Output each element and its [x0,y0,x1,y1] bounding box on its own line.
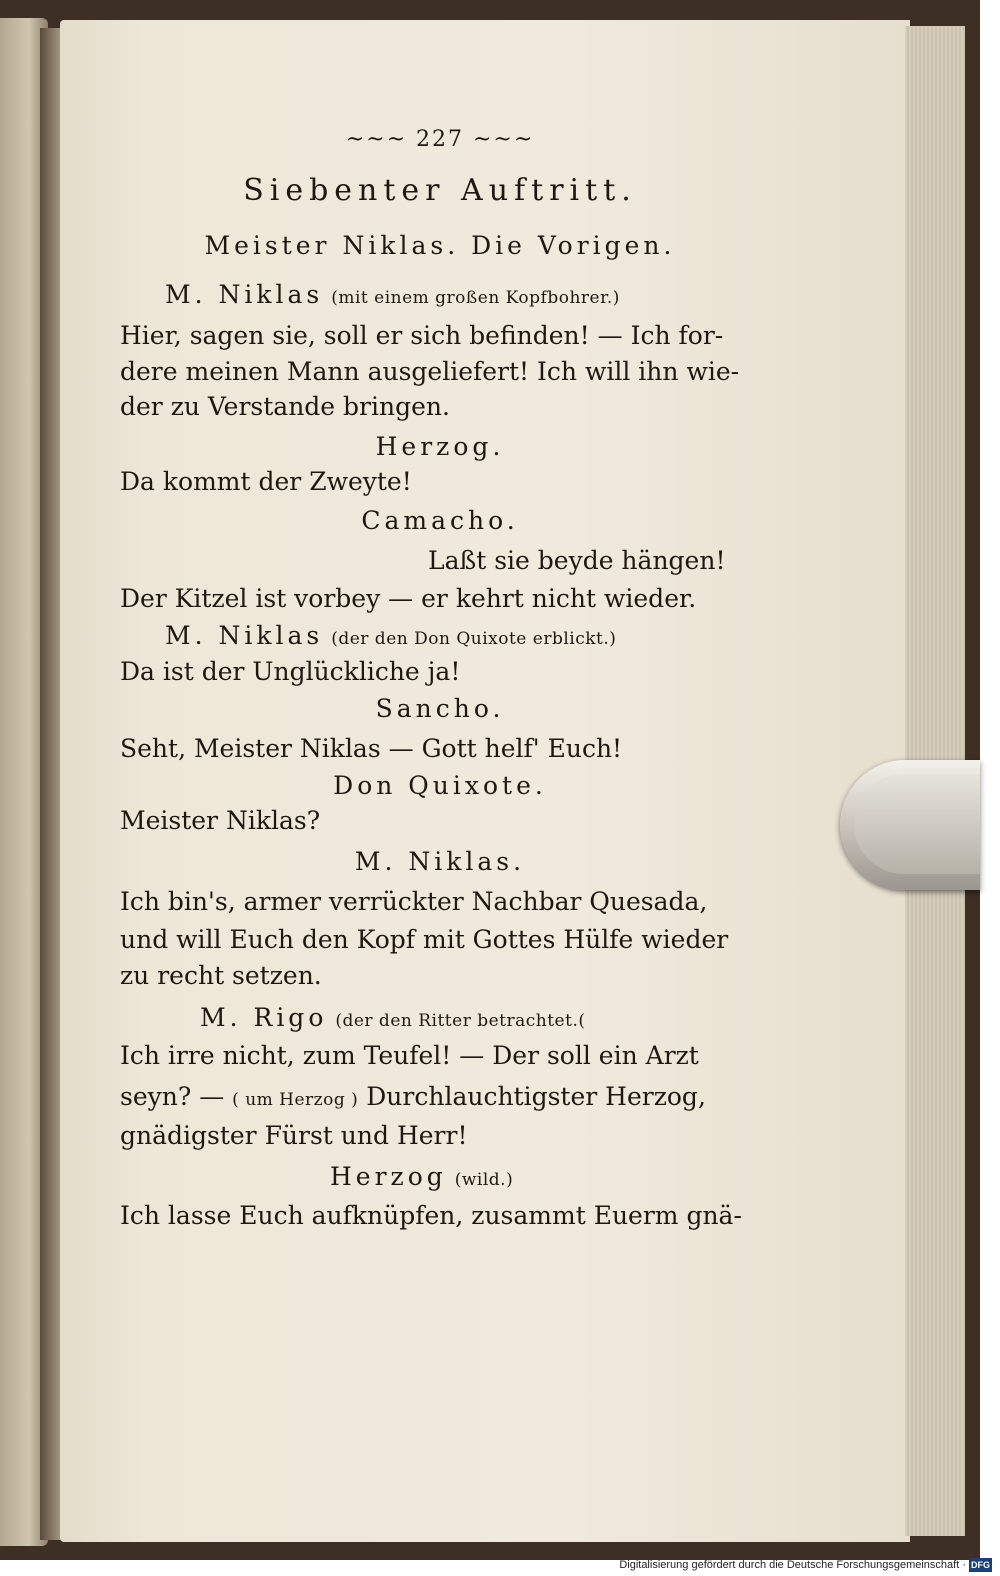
speaker-name: M. Niklas [165,621,324,650]
dialogue-line: gnädigster Fürst und Herr! [120,1121,468,1150]
dialogue-line: Hier, sagen sie, soll er sich befinden! — Ich for- [120,321,724,350]
speaker-heading: Camacho. [361,506,519,535]
dialogue-line: Meister Niklas? [120,806,321,835]
dialogue-line [120,1081,706,1116]
dialogue-line: dere meinen Mann ausgeliefert! Ich will ihn wie- [120,357,740,386]
speaker-name: M. Rigo [200,1003,328,1032]
dialogue-line: Ich bin's, armer verrückter Nachbar Quesada, [120,887,708,916]
dialogue-line: Seht, Meister Niklas — Gott helf' Euch! [120,734,623,763]
page-number [120,124,760,156]
speaker-line [200,1002,586,1037]
dialogue-line: Der Kitzel ist vorbey — er kehrt nicht wieder. [120,584,697,613]
ornament-right: ~~~ [464,127,535,152]
speaker-line [330,1161,513,1196]
stage-direction: (wild.) [454,1170,514,1190]
speaker-name: M. Niklas [165,280,324,309]
speaker-heading: M. Niklas. [354,847,526,876]
digitization-credit [619,1558,992,1572]
speaker-heading: Don Quixote. [333,771,547,800]
dialogue-line: zu recht setzen. [120,961,322,990]
stage-direction: (mit einem großen Kopfbohrer.) [331,288,620,308]
dialogue-text: seyn? — [120,1082,225,1111]
dialogue-line: Da ist der Unglückliche ja! [120,657,461,686]
dfg-logo: DFG [971,1560,990,1570]
scene-characters: Meister Niklas. Die Vorigen. [204,231,676,260]
stage-direction: ( um Herzog ) [232,1090,359,1110]
speaker-line [165,620,616,655]
stage-direction: (der den Ritter betrachtet.( [335,1011,586,1031]
dialogue-text: Durchlauchtigster Herzog, [366,1082,706,1111]
scene-title: Siebenter Auftritt. [243,173,637,208]
dialogue-line: Ich lasse Euch aufknüpfen, zusammt Euerm gnä- [120,1201,742,1230]
page-number-text: 227 [416,127,464,152]
dialogue-line: und will Euch den Kopf mit Gottes Hülfe wieder [120,925,729,954]
credit-text: Digitalisierung gefördert durch die Deutsche Forschungsgemeinschaft · [619,1558,966,1571]
ornament-left: ~~~ [345,127,416,152]
dialogue-line: Ich irre nicht, zum Teufel! — Der soll ein Arzt [120,1041,699,1070]
speaker-line [165,279,620,314]
stage-direction: (der den Don Quixote erblickt.) [331,629,617,649]
speaker-heading: Herzog. [375,432,505,461]
speaker-name: Herzog [330,1162,447,1191]
dialogue-line: Da kommt der Zweyte! [120,467,412,496]
dialogue-line: der zu Verstande bringen. [120,392,450,421]
dialogue-line: Laßt sie beyde hängen! [428,546,726,575]
speaker-heading: Sancho. [375,694,505,723]
